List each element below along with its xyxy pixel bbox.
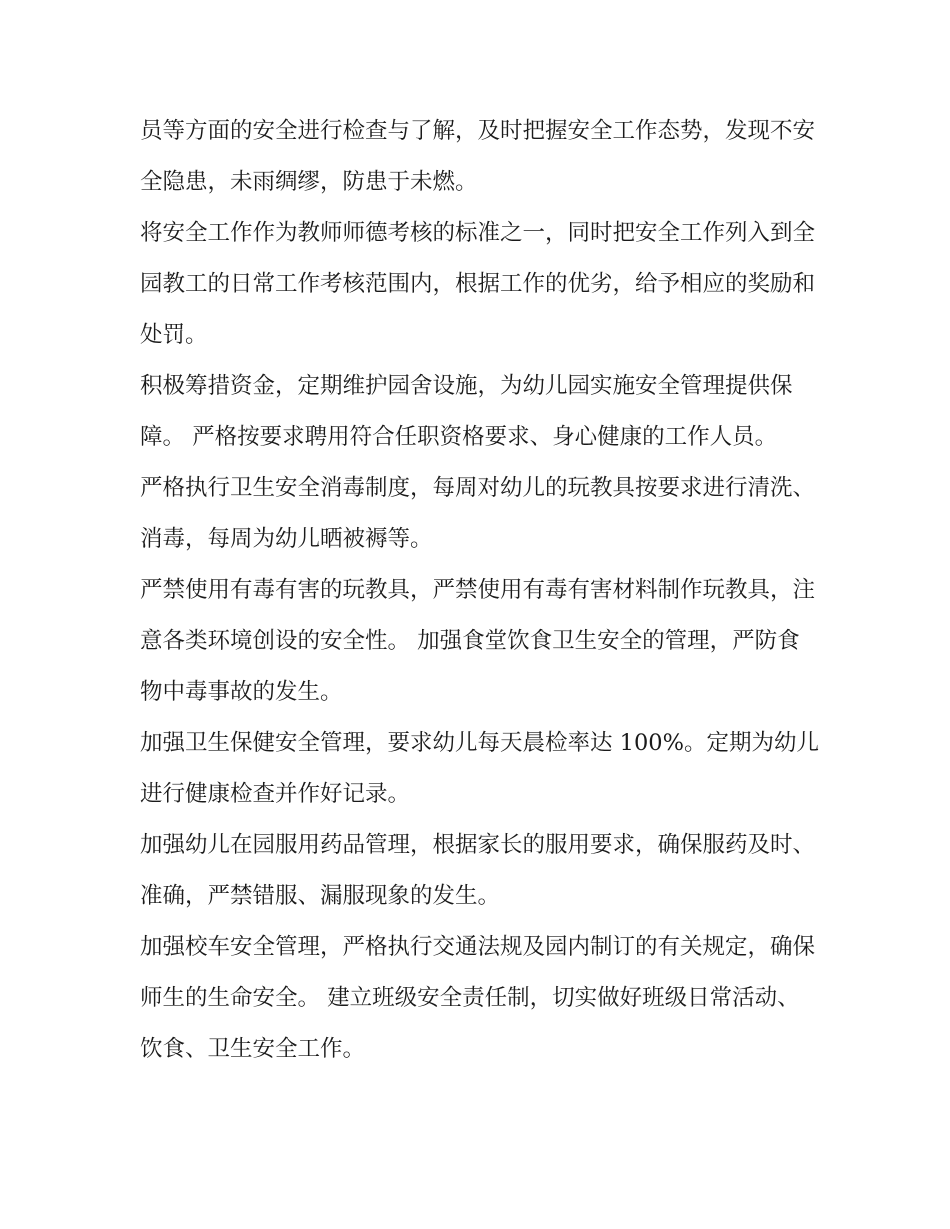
paragraph-school-bus: 加强校车安全管理，严格执行交通法规及园内制订的有关规定，确保师生的生命安全。 建立班级安全责任制，切实做好班级日常活动、饮食、卫生安全工作。 [140, 934, 816, 1062]
paragraph-funding-staffing: 积极筹措资金，定期维护园舍设施，为幼儿园实施安全管理提供保障。 严格按要求聘用符合任职资格要求、身心健康的工作人员。 [140, 373, 793, 450]
paragraph-health-care: 加强卫生保健安全管理，要求幼儿每天晨检率达 100%。定期为幼儿进行健康检查并作好记录。 [140, 730, 819, 807]
document-body [140, 106, 820, 1075]
paragraph-teacher-assessment: 将安全工作作为教师师德考核的标准之一，同时把安全工作列入到全园教工的日常工作考核范围内，根据工作的优劣，给予相应的奖励和处罚。 [140, 220, 816, 348]
paragraph-safety-inspection: 员等方面的安全进行检查与了解，及时把握安全工作态势，发现不安全隐患，未雨绸缪，防患于未燃。 [140, 118, 816, 195]
paragraph-disinfection: 严格执行卫生安全消毒制度，每周对幼儿的玩教具按要求进行清洗、消毒，每周为幼儿晒被褥等。 [140, 475, 816, 552]
paragraph-medication: 加强幼儿在园服用药品管理，根据家长的服用要求，确保服药及时、准确，严禁错服、漏服现象的发生。 [140, 832, 816, 909]
paragraph-toys-canteen: 严禁使用有毒有害的玩教具，严禁使用有毒有害材料制作玩教具，注意各类环境创设的安全性。 加强食堂饮食卫生安全的管理，严防食物中毒事故的发生。 [140, 577, 816, 705]
